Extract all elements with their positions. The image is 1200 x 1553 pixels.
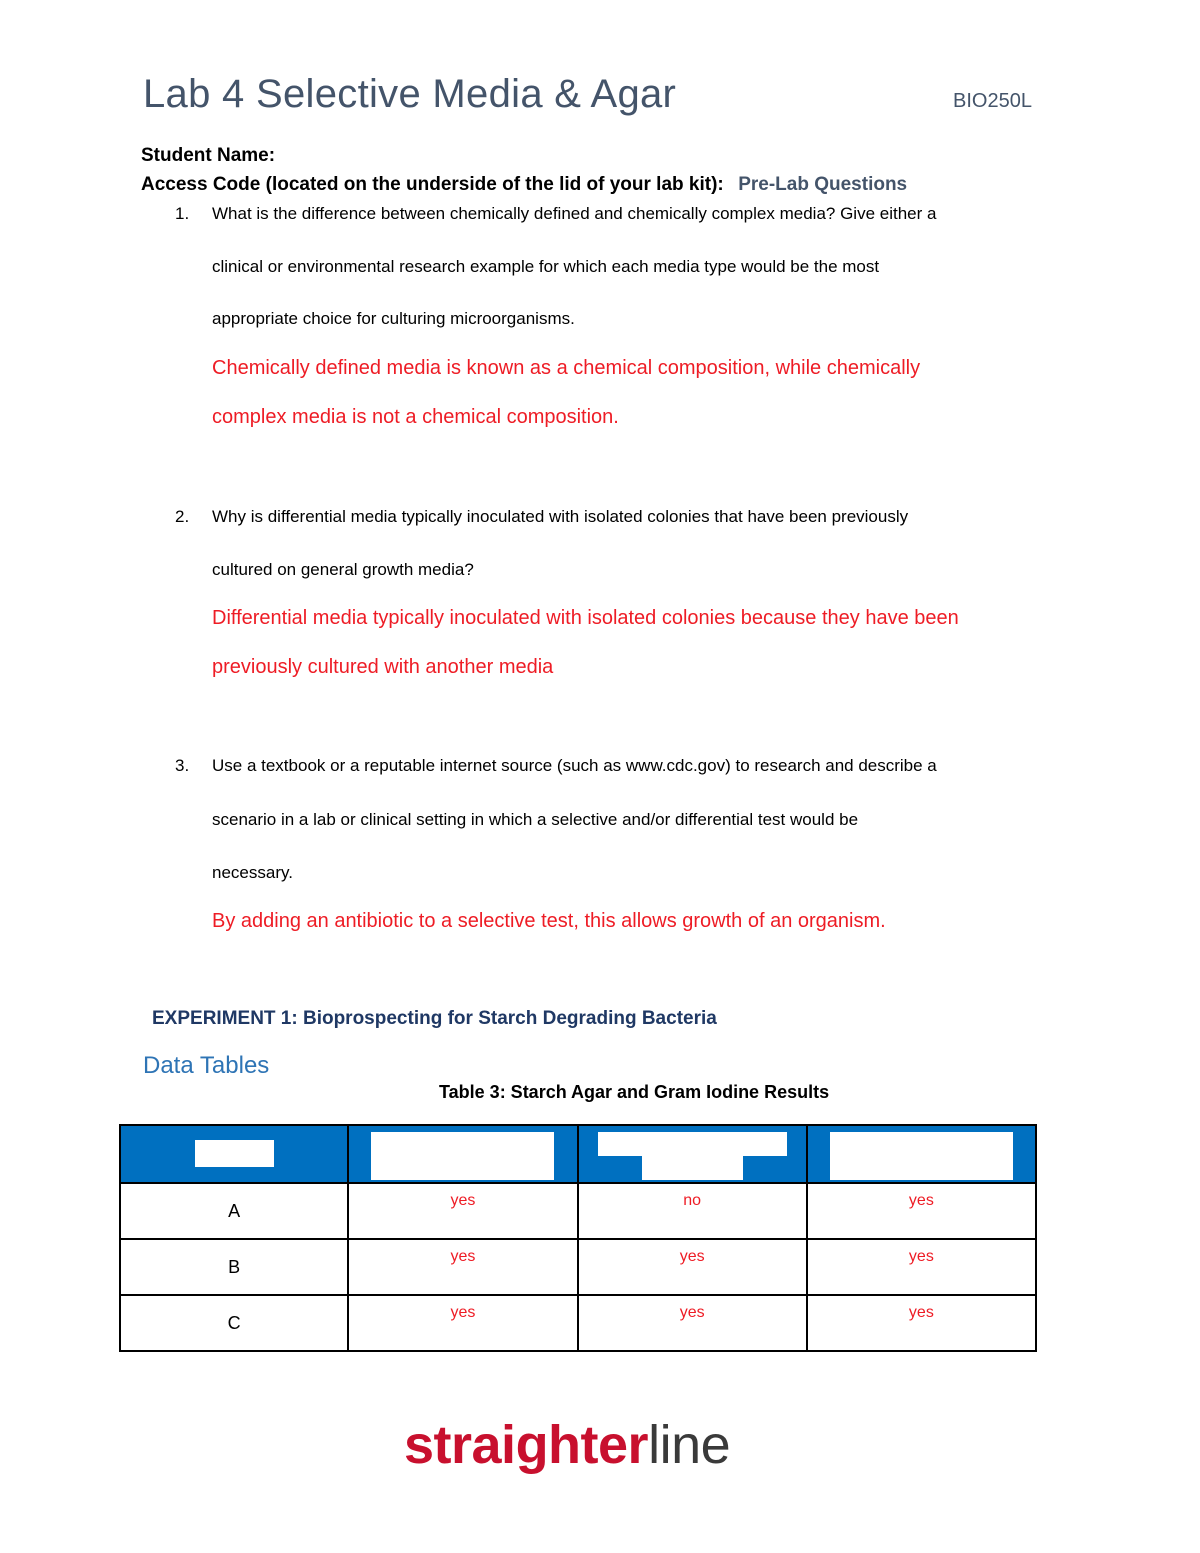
question-number: 3. xyxy=(175,756,190,775)
results-table xyxy=(119,1124,1037,1352)
question-line: appropriate choice for culturing microorganisms. xyxy=(212,309,575,328)
straighterline-logo xyxy=(404,1414,730,1476)
table-cell xyxy=(807,1183,1036,1239)
question-line: Why is differential media typically inoculated with isolated colonies that have been previously xyxy=(212,507,909,526)
logo-text-light: line xyxy=(648,1415,731,1475)
answer-line: By adding an antibiotic to a selective test, this allows growth of an organism. xyxy=(212,910,886,932)
redaction-block xyxy=(598,1132,787,1156)
table-cell xyxy=(348,1295,577,1351)
page-title: Lab 4 Selective Media & Agar xyxy=(143,72,677,116)
access-code-label: Access Code (located on the underside of the lid of your lab kit): xyxy=(141,174,724,195)
cell-value: yes xyxy=(679,1248,705,1265)
row-label: A xyxy=(120,1183,348,1239)
student-name-label: Student Name: xyxy=(141,145,276,166)
question-line: clinical or environmental research example for which each media type would be the most xyxy=(212,257,880,276)
question-line: What is the difference between chemically defined and chemically complex media? Give either a xyxy=(212,204,937,223)
table-cell xyxy=(348,1239,577,1295)
cell-value: yes xyxy=(908,1304,934,1321)
access-code-row xyxy=(141,174,907,196)
table-cell xyxy=(807,1239,1036,1295)
redaction-block xyxy=(371,1132,554,1180)
table-caption: Table 3: Starch Agar and Gram Iodine Results xyxy=(439,1082,830,1102)
table-header-row xyxy=(120,1125,1036,1183)
cell-value: yes xyxy=(679,1304,705,1321)
cell-value: yes xyxy=(450,1304,476,1321)
table-cell xyxy=(578,1295,807,1351)
redaction-block xyxy=(830,1132,1013,1180)
table-row xyxy=(120,1239,1036,1295)
table-cell xyxy=(807,1295,1036,1351)
row-label: C xyxy=(120,1295,348,1351)
experiment-heading: EXPERIMENT 1: Bioprospecting for Starch Degrading Bacteria xyxy=(152,1008,717,1029)
cell-value: yes xyxy=(450,1192,476,1209)
question-number: 1. xyxy=(175,204,190,223)
header-cell xyxy=(348,1125,577,1183)
redaction-block xyxy=(642,1154,743,1180)
header-cell xyxy=(578,1125,807,1183)
table-row xyxy=(120,1183,1036,1239)
answer-line: Chemically defined media is known as a chemical composition, while chemically xyxy=(212,357,921,379)
cell-value: yes xyxy=(908,1192,934,1209)
logo-text-bold: straighter xyxy=(404,1415,649,1475)
redaction-block xyxy=(195,1140,274,1167)
cell-value: yes xyxy=(450,1248,476,1265)
header-cell xyxy=(807,1125,1036,1183)
answer-line: Differential media typically inoculated with isolated colonies because they have been xyxy=(212,607,959,629)
question-line: Use a textbook or a reputable internet source (such as www.cdc.gov) to research and describe a xyxy=(212,756,937,775)
cell-value: yes xyxy=(908,1248,934,1265)
question-line: cultured on general growth media? xyxy=(212,560,474,579)
cell-value: no xyxy=(683,1192,702,1209)
table-cell xyxy=(578,1183,807,1239)
answer-line: previously cultured with another media xyxy=(212,656,554,678)
table-cell xyxy=(348,1183,577,1239)
header-cell xyxy=(120,1125,348,1183)
row-label: B xyxy=(120,1239,348,1295)
question-number: 2. xyxy=(175,507,190,526)
table-cell xyxy=(578,1239,807,1295)
question-line: scenario in a lab or clinical setting in which a selective and/or differential test would be xyxy=(212,810,859,829)
course-code: BIO250L xyxy=(953,90,1032,112)
prelab-heading: Pre-Lab Questions xyxy=(738,174,908,195)
question-line: necessary. xyxy=(212,863,293,882)
table-row xyxy=(120,1295,1036,1351)
answer-line: complex media is not a chemical composition. xyxy=(212,406,619,428)
data-tables-heading: Data Tables xyxy=(143,1052,270,1079)
